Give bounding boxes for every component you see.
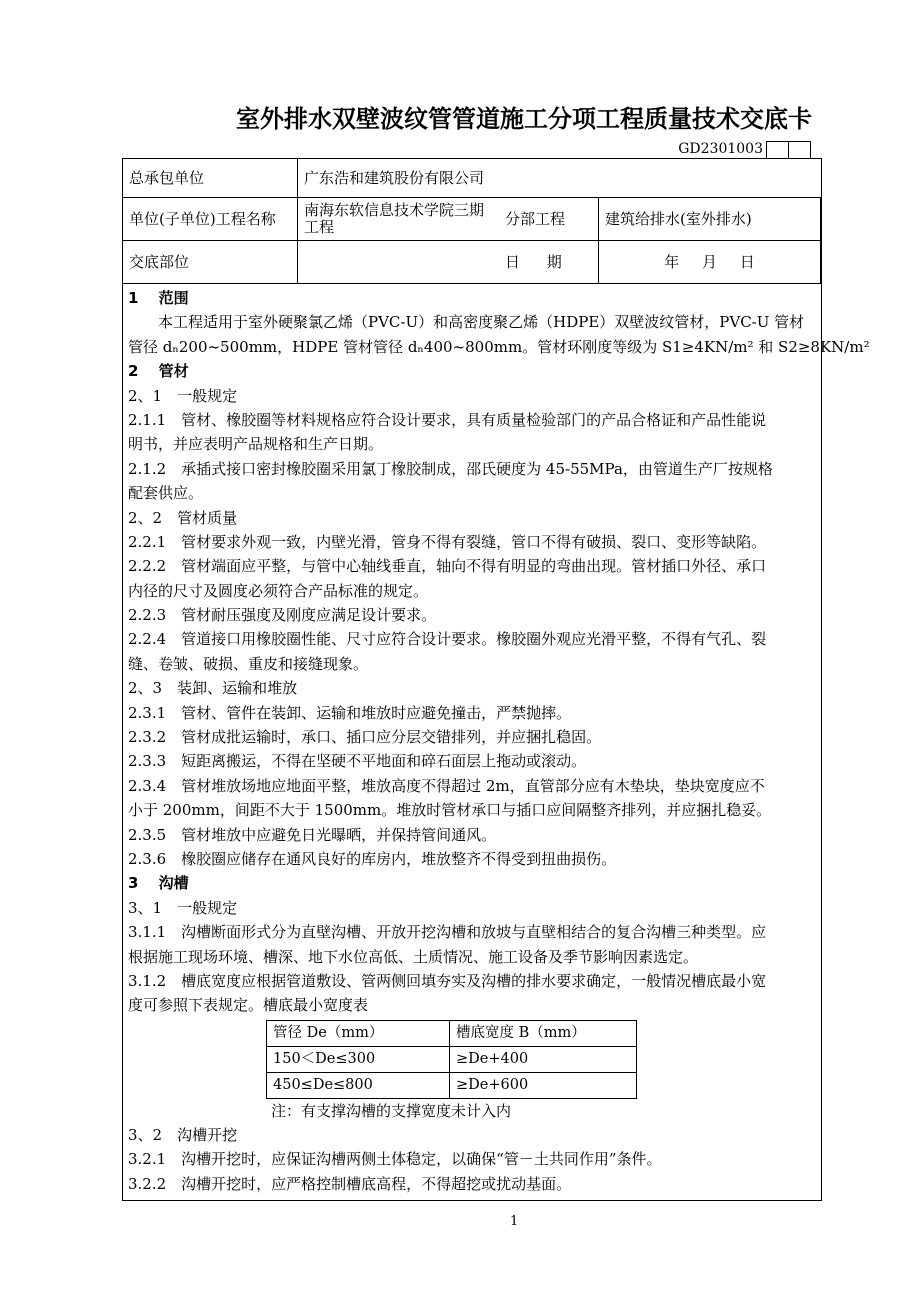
content-line: 3.2.1 沟槽开挖时，应保证沟槽两侧土体稳定，以确保“管－土共同作用”条件。 [128,1150,662,1169]
content-line: 2.1.1 管材、橡胶圈等材料规格应符合设计要求，具有质量检验部门的产品合格证和产品性能说 [128,410,767,429]
content-line: 2.3.4 管材堆放场地应地面平整，堆放高度不得超过 2m，直管部分应有木垫块，垫块宽度应不 [128,776,765,795]
content-line: 配套供应。 [128,484,204,503]
trench-width-table [266,1020,637,1099]
section-heading: 2 管材 [128,362,189,381]
content-section-b [128,1123,816,1196]
table-row [267,1046,637,1072]
content-line: 2、1 一般规定 [128,386,238,405]
content-line: 3、1 一般规定 [128,898,238,917]
content-line: 本工程适用于室外硬聚氯乙烯（PVC-U）和高密度聚乙烯（HDPE）双壁波纹管材，PVC-U 管材 [158,313,805,332]
content-line: 缝、卷皱、破损、重皮和接缝现象。 [128,654,369,673]
disclosure-card [122,158,870,1201]
project-value: 南海东软信息技术学院三期工程 [298,198,499,241]
content-line: 内径的尺寸及圆度必须符合产品标准的规定。 [128,581,429,600]
location-value [298,241,499,284]
section-heading: 1 范围 [128,289,189,307]
contractor-value: 广东浩和建筑股份有限公司 [298,159,821,198]
page-number: 1 [510,1214,519,1229]
content-line: 2.2.3 管材耐压强度及刚度应满足设计要求。 [128,606,437,625]
content-line: 2.3.1 管材、管件在装卸、运输和堆放时应避免撞击，严禁抛摔。 [128,703,572,722]
table-cell: ≥De+400 [450,1046,637,1072]
content-line: 2.2.4 管道接口用橡胶圈性能、尺寸应符合设计要求。橡胶圈外观应光滑平整，不得有气孔、裂 [128,630,767,649]
content-line: 3.1.1 沟槽断面形式分为直壁沟槽、开放开挖沟槽和放坡与直壁相结合的复合沟槽三种类型。应 [128,923,767,942]
content-line: 2.2.2 管材端面应平整，与管中心轴线垂直，轴向不得有明显的弯曲出现。管材插口外径、承口 [128,557,767,576]
table-header-cell: 管径 De（mm） [267,1020,450,1046]
location-label: 交底部位 [123,241,298,284]
table-cell: 450≤De≤800 [267,1072,450,1098]
content-line: 小于 200mm，间距不大于 1500mm。堆放时管材承口与插口应间隔整齐排列，并应捆扎稳妥。 [128,801,772,820]
table-row [267,1072,637,1098]
content-line: 3.1.2 槽底宽度应根据管道敷设、管两侧回填夯实及沟槽的排水要求确定，一般情况槽底最小宽 [128,971,767,990]
division-value: 建筑给排水(室外排水) [599,198,821,241]
table-cell: 150＜De≤300 [267,1046,450,1072]
content-line: 3.2.2 沟槽开挖时，应严格控制槽底高程，不得超挖或扰动基面。 [128,1174,572,1193]
code-box [788,141,811,159]
date-label: 日 期 [499,241,599,284]
contractor-label: 总承包单位 [123,159,298,198]
table-header-row [267,1020,637,1046]
document-title: 室外排水双壁波纹管管道施工分项工程质量技术交底卡 [236,105,812,133]
content-line: 2.3.5 管材堆放中应避免日光曝晒，并保持管间通风。 [128,825,497,844]
date-value: 年 月 日 [599,241,821,284]
content-line: 2.1.2 承插式接口密封橡胶圈采用氯丁橡胶制成，邵氏硬度为 45-55MPa，由管道生产厂按规格 [128,459,773,478]
content-line: 2、2 管材质量 [128,508,238,527]
table-note: 注：有支撑沟槽的支撑宽度未计入内 [271,1101,512,1120]
content-line: 2.3.6 橡胶圈应储存在通风良好的库房内，堆放整齐不得受到扭曲损伤。 [128,849,617,868]
content-line: 根据施工现场环境、槽深、地下水位高低、土质情况、施工设备及季节影响因素选定。 [128,947,699,966]
content-section-a [128,286,870,1018]
content-line: 明书，并应表明产品规格和生产日期。 [128,435,384,454]
document-code: GD2301003 [678,141,763,157]
disclosure-content [123,284,870,1200]
content-line: 度可参照下表规定。槽底最小宽度表 [128,996,369,1015]
table-header-cell: 槽底宽度 B（mm） [450,1020,637,1046]
header-table [123,159,821,284]
project-label: 单位(子单位)工程名称 [123,198,298,241]
content-line: 2.2.1 管材要求外观一致，内壁光滑，管身不得有裂缝，管口不得有破损、裂口、变形等缺陷。 [128,532,767,551]
content-line: 2.3.2 管材成批运输时，承口、插口应分层交错排列，并应捆扎稳固。 [128,728,602,747]
content-line: 管径 dₙ200~500mm，HDPE 管材管径 dₙ400~800mm。管材环刚度等级为 S1≥4KN/m² 和 S2≥8KN/m² [128,337,870,356]
content-line: 2.3.3 短距离搬运，不得在坚硬不平地面和碎石面层上拖动或滚动。 [128,752,587,771]
table-cell: ≥De+600 [450,1072,637,1098]
code-box [766,141,789,159]
section-heading: 3 沟槽 [128,874,189,893]
division-label: 分部工程 [499,198,599,241]
content-line: 2、3 装卸、运输和堆放 [128,679,298,698]
content-line: 3、2 沟槽开挖 [128,1125,238,1144]
